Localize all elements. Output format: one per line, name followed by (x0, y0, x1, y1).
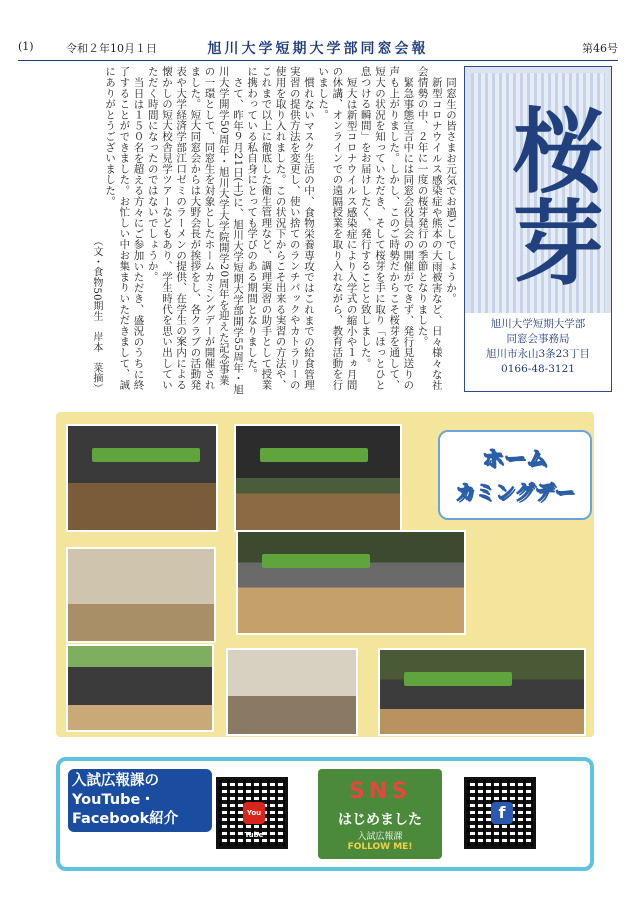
address-line: 同窓会事務局 (506, 333, 570, 345)
photo-orchestra (378, 648, 586, 736)
article-paragraph: 短大は新型コロナウイルス感染症により入学式の縮小や１ヵ月間の休講、オンラインでの遠隔授業を取り入れながら、教育活動を行いました。 (317, 66, 358, 390)
header-rule (18, 60, 618, 61)
article-paragraph: 緊急事態宣言中には同窓会役員会の開催ができず、発行見送りの声も上がりました。しかし、このご時勢だからこそ桜芽を通して、短大の状況を知っていただき、そして桜芽を手に取り「ほっとひと息つける瞬間」をお届けしたく、発行することと致しました。 (359, 66, 415, 390)
event-banner (92, 448, 200, 462)
sns-title: SNS (348, 779, 412, 804)
article-credit: （文・食物50期生 岸本 菜摘） (90, 236, 102, 394)
sns-card (318, 769, 442, 859)
article-paragraph: さて、昨年９月21日(土)に、旭川大学短期大学部開学55周年・旭川大学開学50周年・旭川大学大学院開学20周年を迎えた記念事業の一環として、同窓生を対象としたホームカミングデーが開催されました。短大同窓会からは大野会長が挨拶をし、各クラブの活動発表や大学経済学部江口ゼミのラーメンの提供、在学生の案内による懐かしの短大校舎見学ツアーなどもあり、学生時代を思い出していただく時間になったのではないでしょうか。 (146, 66, 244, 395)
photo-group (236, 530, 466, 635)
sns-box (56, 757, 594, 871)
address-line: 0166-48-3121 (501, 363, 575, 375)
youtube-facebook-label: 入試広報課のYouTube・Facebook紹介 (68, 769, 212, 832)
article-paragraph: 当日は１５０名を超える方々にご参加いただき、盛況のうちに終了することができました。お忙しい中お集まりいただきまして、誠にありがとうございました。 (104, 66, 145, 390)
badge-line: ホーム (481, 447, 548, 472)
photo-performance (234, 424, 402, 532)
badge-line: カミングデー (455, 480, 575, 504)
youtube-icon: You Tube (243, 802, 265, 824)
photo-speaker (66, 547, 216, 643)
office-address (465, 313, 611, 391)
youtube-qr-code[interactable] (216, 777, 288, 849)
masthead-title: 桜芽 (497, 103, 605, 287)
issue-number: 第46号 (582, 42, 618, 55)
sns-department: 入試広報課 (357, 832, 403, 842)
article-paragraph: 同窓生の皆さまお元気でお過ごしでしょうか。 (445, 76, 457, 304)
photo-band (66, 644, 214, 732)
photo-dance-stage (66, 424, 218, 532)
address-line: 旭川市永山3条23丁目 (485, 348, 591, 360)
address-line: 旭川大学短期大学部 (490, 318, 586, 330)
homecoming-badge (438, 430, 592, 520)
page-number: (1) (18, 40, 34, 53)
event-banner (262, 554, 370, 568)
article-body (40, 66, 458, 394)
article-paragraph: 慣れないマスク生活の中、食物栄養専攻ではこれまでの給食管理実習の提供方法を変更し、使い捨てのランチパックやカトラリーの使用を取り入れました。この状況下からこそ出来る実習の方法や、これまで以上に徹底した衛生管理など、調理実習の助手として授業に携わっている私自身にとっても学びのある期間となりました。 (246, 66, 315, 390)
photo-audience (226, 648, 358, 736)
page-header (18, 38, 618, 58)
article-paragraph: 新型コロナウイルス感染症や熊本の大雨被害など、日々様々な社会情勢の中、２年に一度の桜芽発行の季節となりました。 (416, 66, 443, 390)
newsletter-title: 旭川大学短期大学部同窓会報 (207, 41, 429, 57)
facebook-icon: f (491, 802, 513, 824)
sns-subtitle: はじめました (338, 812, 422, 828)
sns-follow: FOLLOW ME! (347, 842, 413, 852)
issue-date: 令和２年10月１日 (66, 42, 157, 55)
photo-collage (56, 412, 594, 737)
event-banner (404, 672, 512, 686)
masthead (464, 66, 612, 392)
facebook-qr-code[interactable] (464, 777, 536, 849)
event-banner (260, 448, 368, 462)
